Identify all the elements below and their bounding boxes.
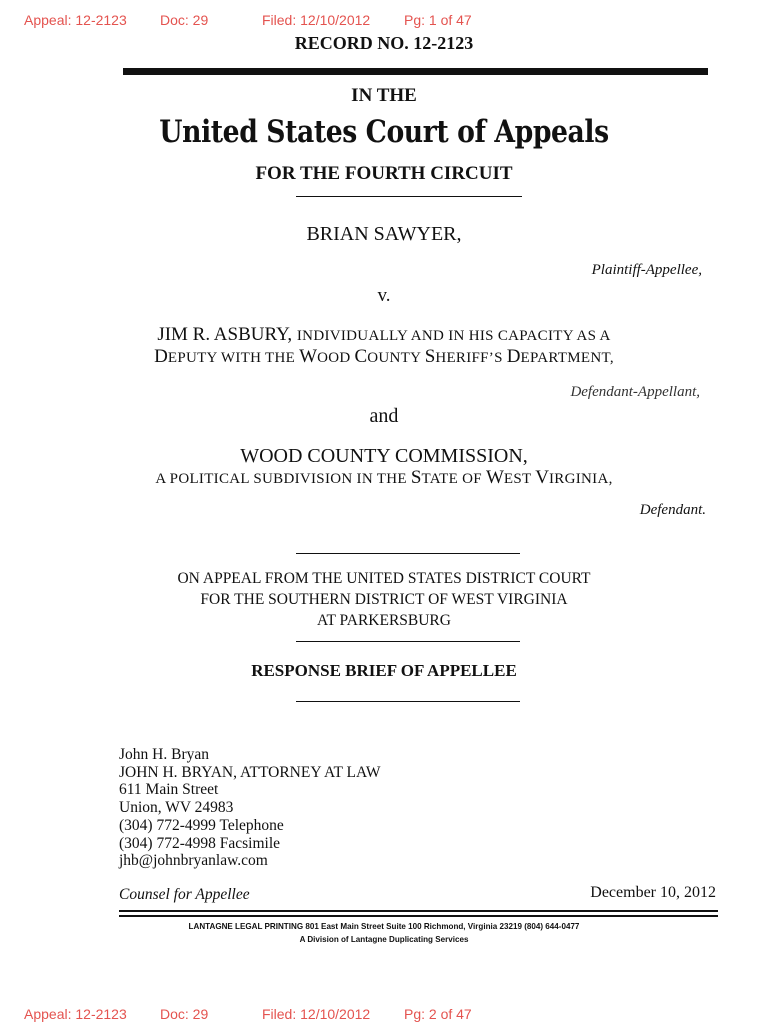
appeal-divider-bottom	[296, 641, 520, 642]
defendant1-text-a: EPUTY WITH THE	[167, 350, 300, 366]
appeal-from-block	[0, 568, 768, 631]
counsel-name: John H. Bryan	[119, 746, 209, 763]
printer-address: LANTAGNE LEGAL PRINTING 801 East Main Street Suite 100 Richmond, Virginia 23219 (804) 644-0477	[188, 921, 580, 931]
defendant2-name: WOOD COUNTY COMMISSION,	[240, 445, 528, 467]
header-doc-number: Doc: 29	[160, 12, 209, 28]
brief-title-divider	[296, 701, 520, 702]
defendant1-text-e: OUNTY	[367, 350, 425, 366]
versus-label: v.	[377, 285, 391, 306]
circuit-divider	[296, 196, 522, 197]
filing-date: December 10, 2012	[590, 884, 716, 901]
counsel-city: Union, WV 24983	[119, 799, 234, 817]
defendant1-text-b: OOD	[317, 350, 355, 366]
counsel-email: jhb@johnbryanlaw.com	[119, 852, 268, 870]
defendant2-text-b: TATE OF	[421, 471, 486, 487]
counsel-facsimile: (304) 772-4998 Facsimile	[119, 834, 281, 852]
appeal-from-line-3: AT PARKERSBURG	[317, 612, 451, 629]
plaintiff-role: Plaintiff-Appellee,	[591, 262, 702, 278]
footer-rule-2	[119, 915, 718, 917]
and-label: and	[369, 405, 399, 427]
defendant1-text-f: HERIFF’S	[435, 350, 507, 366]
defendant2-text-c: EST	[503, 471, 536, 487]
plaintiff-name: BRIAN SAWYER,	[306, 223, 462, 245]
defendant1-cap-d: D	[154, 346, 168, 367]
defendant2-role: Defendant.	[639, 502, 706, 518]
header-filed-date: Filed: 12/10/2012	[262, 12, 371, 28]
defendant1-cap-s: S	[424, 346, 436, 367]
counsel-telephone: (304) 772-4999 Telephone	[119, 816, 284, 834]
next-header-filed-date: Filed: 12/10/2012	[262, 1006, 371, 1022]
next-header-page-number: Pg: 2 of 47	[404, 1006, 472, 1022]
defendant1-line2	[0, 346, 768, 368]
counsel-block	[119, 746, 381, 870]
appeal-from-line-2: FOR THE SOUTHERN DISTRICT OF WEST VIRGINIA	[200, 591, 568, 608]
defendant1-cap-dd: D	[506, 346, 521, 367]
header-appeal-number: Appeal: 12-2123	[24, 12, 127, 28]
court-name: United States Court of Appeals	[159, 114, 609, 150]
defendant1-role: Defendant-Appellant,	[570, 384, 700, 400]
defendant2-desc	[0, 467, 768, 489]
printer-division: A Division of Lantagne Duplicating Services	[299, 934, 469, 944]
defendant1-line1	[0, 324, 768, 346]
top-thick-rule	[123, 68, 708, 75]
header-page-number: Pg: 1 of 47	[404, 12, 472, 28]
appeal-divider-top	[296, 553, 520, 554]
counsel-street: 611 Main Street	[119, 781, 219, 799]
defendant1-text-g: EPARTMENT,	[520, 350, 614, 366]
defendant1-cap-c: C	[354, 346, 368, 367]
circuit-label: FOR THE FOURTH CIRCUIT	[255, 163, 513, 184]
record-number: RECORD NO. 12-2123	[294, 33, 474, 53]
next-header-appeal-number: Appeal: 12-2123	[24, 1006, 127, 1022]
footer-rule-1	[119, 910, 718, 912]
defendant2-cap-v: V	[535, 467, 550, 488]
defendant2-cap-w: W	[485, 467, 504, 488]
counsel-role: Counsel for Appellee	[119, 886, 250, 903]
counsel-firm: JOHN H. BRYAN, ATTORNEY AT LAW	[119, 763, 381, 781]
appeal-from-line-1: ON APPEAL FROM THE UNITED STATES DISTRICT COURT	[177, 570, 591, 587]
defendant2-text-a: A POLITICAL SUBDIVISION IN THE	[155, 471, 411, 487]
court-name-wrap	[0, 114, 768, 150]
defendant2-text-d: IRGINIA,	[549, 471, 613, 487]
defendant1-capacity: INDIVIDUALLY AND IN HIS CAPACITY AS A	[296, 328, 611, 344]
defendant1-name: JIM R. ASBURY,	[157, 324, 297, 345]
defendant1-cap-w: W	[299, 346, 318, 367]
defendant2-cap-s: S	[410, 467, 422, 488]
next-header-doc-number: Doc: 29	[160, 1006, 209, 1022]
brief-title: RESPONSE BRIEF OF APPELLEE	[251, 661, 517, 680]
in-the-label: IN THE	[351, 85, 417, 106]
